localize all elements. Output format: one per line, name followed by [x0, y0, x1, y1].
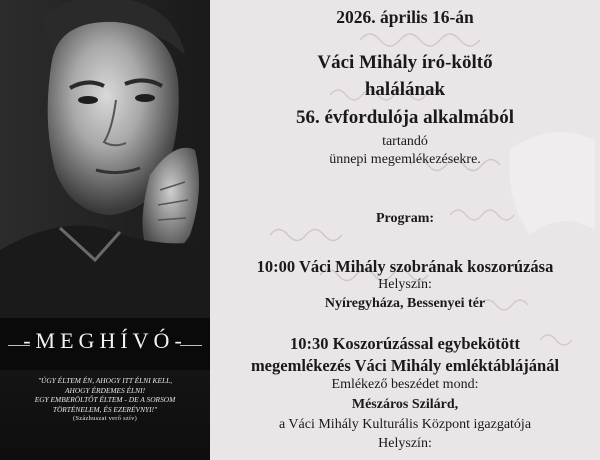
title-line-3: 56. évfordulója alkalmából — [296, 107, 514, 128]
portrait-photo — [0, 0, 210, 320]
event1-title: 10:00 Váci Mihály szobrának koszorúzása — [256, 257, 554, 276]
poem-quote — [4, 376, 206, 424]
subtitle-line-1: tartandó — [382, 134, 428, 149]
event2-speaker-role: a Váci Mihály Kulturális Központ igazgatója — [278, 417, 532, 432]
quote-source: (Százhuszat verő szív) — [72, 415, 138, 423]
invitation-title: -MEGHÍVÓ- — [23, 328, 187, 353]
event2-speaker: Mészáros Szilárd, — [351, 397, 459, 412]
quote-line: EGY EMBERÖLTŐT ÉLTEM - DE A SORSOM — [34, 395, 176, 405]
quote-line: TÖRTÉNELEM, ÉS EZERÉVNYI!" — [52, 404, 158, 414]
portrait-panel — [0, 0, 210, 460]
title-line-2: halálának — [364, 79, 446, 100]
quote-line: "ÚGY ÉLTEM ÉN, AHOGY ITT ÉLNI KELL, — [37, 376, 173, 385]
event2-speech-label: Emlékező beszédet mond: — [331, 377, 479, 392]
subtitle-line-2: ünnepi megemlékezésekre. — [329, 152, 481, 167]
title-line-1: Váci Mihály író-költő — [317, 52, 493, 73]
event2-title-line-2: megemlékezés Váci Mihály emléktáblájánál — [250, 356, 560, 375]
event-date: 2026. április 16-án — [336, 7, 474, 27]
program-heading: Program: — [375, 211, 435, 226]
event2-location-label: Helyszín: — [378, 436, 432, 451]
event1-location: Nyíregyháza, Bessenyei tér — [324, 296, 486, 311]
event1-location-label: Helyszín: — [378, 277, 432, 292]
quote-line: AHOGY ÉRDEMES ÉLNI! — [64, 385, 146, 395]
event2-title-line-1: 10:30 Koszorúzással egybekötött — [289, 334, 521, 353]
